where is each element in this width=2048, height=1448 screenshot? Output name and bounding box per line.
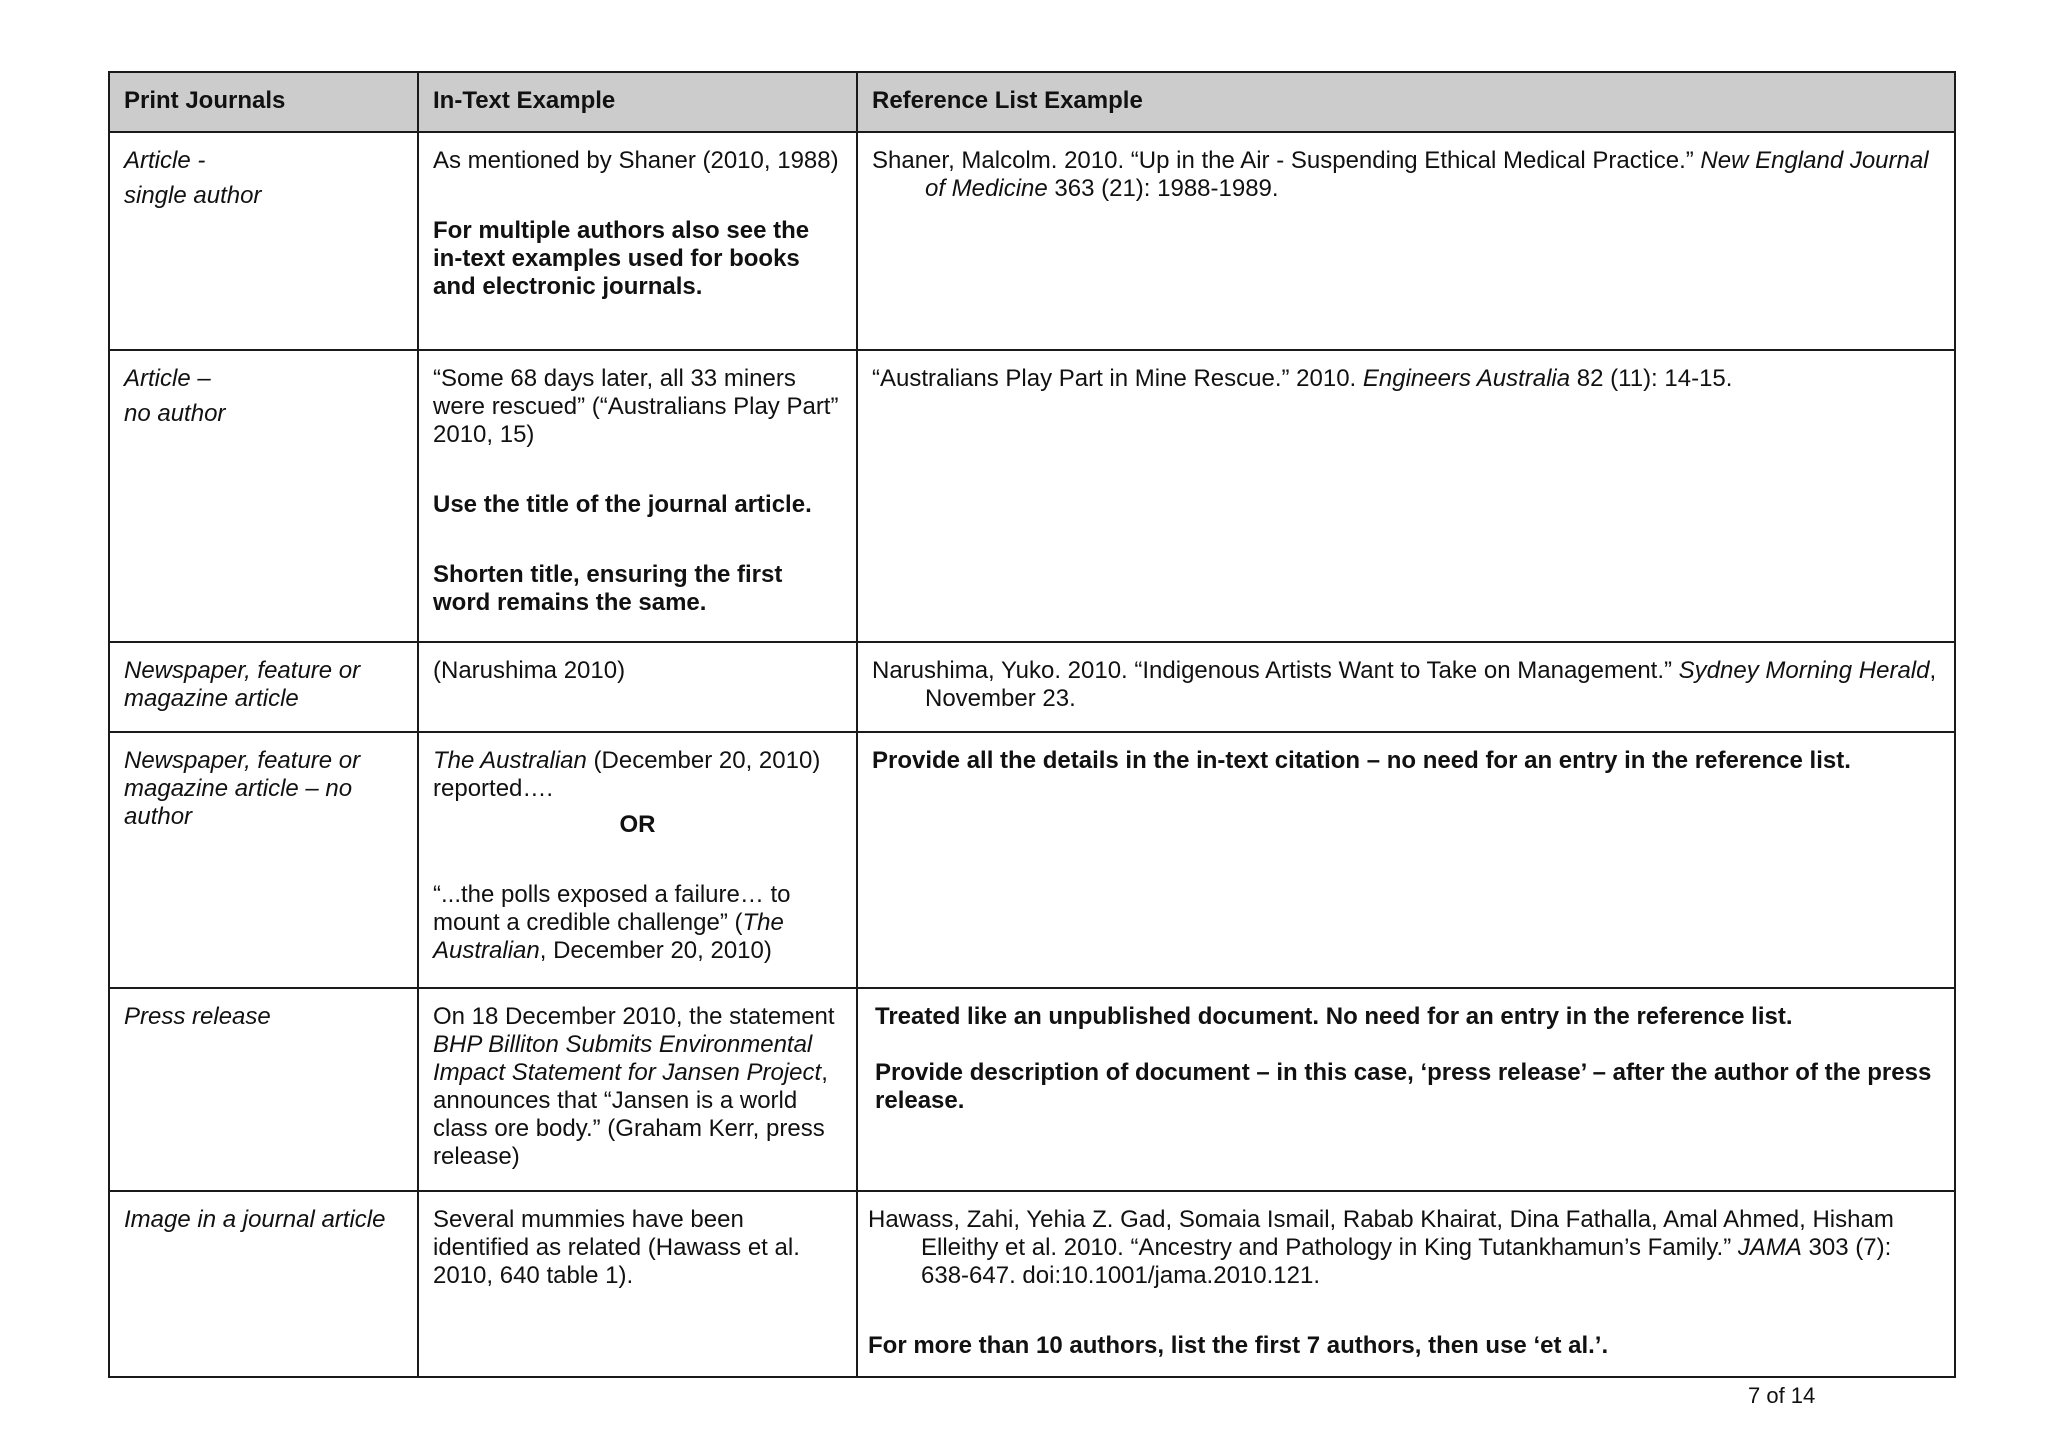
table-row: [109, 988, 1955, 1191]
category-label: no author: [124, 400, 226, 427]
table-row: [109, 132, 1955, 350]
newspaper-title: Sydney Morning Herald: [1678, 657, 1930, 684]
category-label: Image in a journal article: [124, 1206, 386, 1233]
category-cell: [109, 1191, 418, 1377]
reference-entry: [872, 657, 1940, 713]
category-label: single author: [124, 182, 262, 209]
reference-cell: [857, 1191, 1955, 1377]
journal-title: JAMA: [1737, 1234, 1802, 1261]
in-text-text: , announces that “Jansen is a world class ore body.” (Graham Kerr, press release): [433, 1059, 828, 1170]
in-text-text: (December 20, 2010) reported….: [433, 747, 821, 802]
reference-note: Treated like an unpublished document. No need for an entry in the reference list.: [875, 1003, 1793, 1030]
in-text-example: [433, 881, 842, 965]
page-number: 7 of 14: [1748, 1383, 1816, 1408]
in-text-example: (Narushima 2010): [433, 657, 626, 684]
in-text-cell: [418, 132, 857, 350]
category-cell: [109, 642, 418, 732]
or-separator: OR: [619, 811, 656, 838]
reference-text: Shaner, Malcolm. 2010. “Up in the Air - Suspending Ethical Medical Practice.”: [872, 147, 1701, 174]
category-cell: [109, 988, 418, 1191]
in-text-example: Several mummies have been identified as related (Hawass et al. 2010, 640 table 1).: [433, 1206, 800, 1289]
reference-note: Provide all the details in the in-text citation – no need for an entry in the reference list.: [872, 747, 1851, 774]
citation-examples-table: [108, 71, 1956, 1378]
newspaper-title: The Australian: [433, 909, 784, 964]
category-cell: [109, 350, 418, 642]
journal-title: New England Journal of Medicine: [925, 147, 1929, 202]
reference-cell: [857, 642, 1955, 732]
in-text-cell: [418, 988, 857, 1191]
reference-cell: [857, 732, 1955, 988]
in-text-note: For multiple authors also see the in-text examples used for books and electronic journals.: [433, 217, 810, 300]
category-label: Article –: [124, 365, 211, 392]
header-in-text-example: In-Text Example: [418, 72, 857, 132]
newspaper-title: The Australian: [433, 747, 587, 774]
in-text-example: [433, 747, 842, 803]
reference-cell: [857, 988, 1955, 1191]
in-text-text: On 18 December 2010, the statement: [433, 1003, 835, 1030]
category-label: Article -: [124, 147, 206, 174]
reference-note: For more than 10 authors, list the first 7 authors, then use ‘et al.’.: [868, 1332, 1609, 1359]
header-print-journals: Print Journals: [109, 72, 418, 132]
in-text-cell: [418, 1191, 857, 1377]
in-text-example: “Some 68 days later, all 33 miners were rescued” (“Australians Play Part” 2010, 15): [433, 365, 839, 448]
reference-note: Provide description of document – in this case, ‘press release’ – after the author of the press release.: [875, 1059, 1932, 1114]
reference-text: , November 23.: [925, 657, 1937, 712]
reference-text: Narushima, Yuko. 2010. “Indigenous Artists Want to Take on Management.”: [872, 657, 1679, 684]
statement-title: BHP Billiton Submits Environmental Impact Statement for Jansen Project: [433, 1031, 822, 1086]
in-text-text: “...the polls exposed a failure… to mount a credible challenge” (: [433, 881, 791, 936]
reference-cell: [857, 350, 1955, 642]
reference-entry: [872, 147, 1940, 203]
table-row: [109, 1191, 1955, 1377]
reference-entry: [868, 1206, 1940, 1290]
in-text-example: As mentioned by Shaner (2010, 1988): [433, 147, 839, 174]
table-header-row: [109, 72, 1955, 132]
in-text-note: Shorten title, ensuring the first word remains the same.: [433, 561, 783, 616]
reference-entry: [872, 365, 1940, 393]
in-text-cell: [418, 732, 857, 988]
reference-cell: [857, 132, 1955, 350]
table-row: [109, 642, 1955, 732]
table-row: [109, 732, 1955, 988]
table-row: [109, 350, 1955, 642]
category-cell: [109, 132, 418, 350]
header-reference-list-example: Reference List Example: [857, 72, 1955, 132]
journal-title: Engineers Australia: [1362, 365, 1571, 392]
in-text-note: Use the title of the journal article.: [433, 491, 812, 518]
in-text-example: [433, 1003, 842, 1171]
reference-text: 363 (21): 1988-1989.: [1047, 175, 1279, 202]
category-cell: [109, 732, 418, 988]
category-label: Newspaper, feature or magazine article – no author: [124, 747, 361, 830]
category-label: Newspaper, feature or magazine article: [124, 657, 361, 712]
in-text-cell: [418, 350, 857, 642]
reference-text: Hawass, Zahi, Yehia Z. Gad, Somaia Ismail, Rabab Khairat, Dina Fathalla, Amal Ahmed, Hisham Elleithy et al. 2010. “Ancestry and Pathology in King Tutankhamun’s Family.”: [868, 1206, 1894, 1261]
in-text-text: , December 20, 2010): [539, 937, 772, 964]
reference-text: 303 (7): 638-647. doi:10.1001/jama.2010.121.: [921, 1234, 1892, 1289]
reference-text: “Australians Play Part in Mine Rescue.” 2010.: [872, 365, 1363, 392]
reference-text: 82 (11): 14-15.: [1570, 365, 1733, 392]
category-label: Press release: [124, 1003, 271, 1030]
in-text-cell: [418, 642, 857, 732]
